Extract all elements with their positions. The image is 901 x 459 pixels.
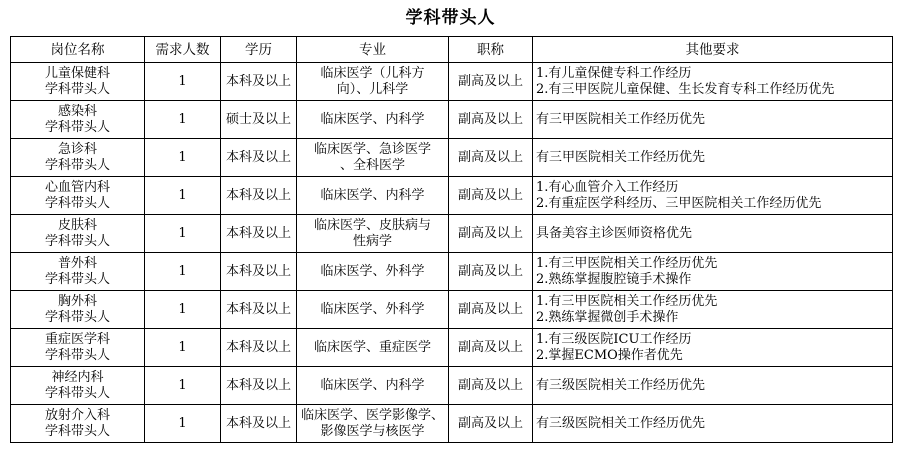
cell-major-line: 临床医学、外科学 <box>320 263 425 279</box>
cell-position-line: 儿童保健科 <box>44 65 110 81</box>
cell-other <box>533 177 893 215</box>
cell-education: 本科及以上 <box>221 139 297 177</box>
cell-other <box>533 139 893 177</box>
cell-position-line: 心血管内科 <box>44 179 110 195</box>
page-title: 学科带头人 <box>405 8 496 28</box>
cell-education: 本科及以上 <box>221 405 297 443</box>
cell-count: 1 <box>145 215 221 253</box>
cell-other <box>533 405 893 443</box>
cell-other <box>533 367 893 405</box>
table-row <box>11 291 893 329</box>
cell-position-line: 皮肤科 <box>57 217 97 233</box>
cell-rank: 副高及以上 <box>449 329 533 367</box>
cell-other-line: 2.有三甲医院儿童保健、生长发育专科工作经历优先 <box>536 81 835 97</box>
header-rank: 职称 <box>449 37 533 63</box>
header-count: 需求人数 <box>145 37 221 63</box>
cell-rank: 副高及以上 <box>449 63 533 101</box>
cell-count: 1 <box>145 405 221 443</box>
cell-position <box>11 63 145 101</box>
cell-count: 1 <box>145 101 221 139</box>
header-education: 学历 <box>221 37 297 63</box>
cell-major <box>297 367 449 405</box>
cell-position-line: 学科带头人 <box>44 385 110 401</box>
cell-count: 1 <box>145 253 221 291</box>
cell-other-line: 2.熟练掌握微创手术操作 <box>536 309 679 325</box>
cell-other <box>533 215 893 253</box>
cell-major-line: 临床医学、医学影像学、 <box>300 407 444 423</box>
cell-education: 本科及以上 <box>221 177 297 215</box>
cell-position <box>11 405 145 443</box>
cell-other-line: 1.有三甲医院相关工作经历优先 <box>536 293 718 309</box>
cell-rank: 副高及以上 <box>449 405 533 443</box>
cell-position-line: 放射介入科 <box>44 407 110 423</box>
header-row <box>11 37 893 63</box>
cell-education: 本科及以上 <box>221 367 297 405</box>
cell-position <box>11 367 145 405</box>
cell-other-line: 1.有三级医院ICU工作经历 <box>536 331 692 347</box>
cell-other <box>533 329 893 367</box>
cell-education: 本科及以上 <box>221 215 297 253</box>
cell-other-line: 有三甲医院相关工作经历优先 <box>536 149 706 165</box>
cell-other-line: 有三级医院相关工作经历优先 <box>536 415 706 431</box>
cell-major-line: 临床医学、内科学 <box>320 377 425 393</box>
cell-other-line: 2.有重症医学科经历、三甲医院相关工作经历优先 <box>536 195 822 211</box>
cell-major-line: 临床医学、皮肤病与 <box>313 217 431 233</box>
cell-major <box>297 253 449 291</box>
cell-count: 1 <box>145 291 221 329</box>
cell-major <box>297 101 449 139</box>
cell-education: 本科及以上 <box>221 63 297 101</box>
cell-count: 1 <box>145 177 221 215</box>
cell-position <box>11 139 145 177</box>
cell-rank: 副高及以上 <box>449 253 533 291</box>
header-other: 其他要求 <box>533 37 893 63</box>
cell-position <box>11 101 145 139</box>
cell-position <box>11 329 145 367</box>
cell-major-line: 临床医学、外科学 <box>320 301 425 317</box>
cell-position-line: 学科带头人 <box>44 233 110 249</box>
cell-major <box>297 63 449 101</box>
table-row <box>11 329 893 367</box>
cell-rank: 副高及以上 <box>449 101 533 139</box>
cell-major-line: 临床医学、重症医学 <box>313 339 431 355</box>
cell-major <box>297 291 449 329</box>
cell-major <box>297 215 449 253</box>
cell-position-line: 感染科 <box>57 103 97 119</box>
cell-count: 1 <box>145 63 221 101</box>
cell-education: 硕士及以上 <box>221 101 297 139</box>
cell-education: 本科及以上 <box>221 291 297 329</box>
cell-position <box>11 291 145 329</box>
table-row <box>11 367 893 405</box>
cell-rank: 副高及以上 <box>449 177 533 215</box>
cell-major <box>297 139 449 177</box>
cell-other <box>533 101 893 139</box>
cell-position-line: 学科带头人 <box>44 119 110 135</box>
cell-major-line: 性病学 <box>352 233 392 249</box>
cell-other <box>533 63 893 101</box>
cell-other-line: 1.有儿童保健专科工作经历 <box>536 65 692 81</box>
cell-position-line: 学科带头人 <box>44 271 110 287</box>
cell-count: 1 <box>145 329 221 367</box>
cell-major-line: 临床医学、内科学 <box>320 111 425 127</box>
cell-position <box>11 253 145 291</box>
cell-position-line: 学科带头人 <box>44 81 110 97</box>
cell-major-line: 临床医学、内科学 <box>320 187 425 203</box>
cell-rank: 副高及以上 <box>449 367 533 405</box>
table-row <box>11 177 893 215</box>
cell-position-line: 学科带头人 <box>44 309 110 325</box>
cell-major-line: 影像医学与核医学 <box>320 423 425 439</box>
cell-other-line: 1.有心血管介入工作经历 <box>536 179 679 195</box>
cell-rank: 副高及以上 <box>449 139 533 177</box>
cell-count: 1 <box>145 139 221 177</box>
cell-major-line: 、全科医学 <box>339 157 405 173</box>
table-row <box>11 101 893 139</box>
cell-other-line: 1.有三甲医院相关工作经历优先 <box>536 255 718 271</box>
table-row <box>11 253 893 291</box>
cell-other <box>533 291 893 329</box>
cell-other-line: 有三甲医院相关工作经历优先 <box>536 111 706 127</box>
cell-other-line: 具备美容主诊医师资格优先 <box>536 225 693 241</box>
cell-position-line: 学科带头人 <box>44 157 110 173</box>
cell-major <box>297 177 449 215</box>
cell-rank: 副高及以上 <box>449 291 533 329</box>
cell-position-line: 重症医学科 <box>44 331 110 347</box>
cell-major-line: 向）、儿科学 <box>336 81 409 97</box>
cell-major <box>297 329 449 367</box>
table-row <box>11 63 893 101</box>
cell-position-line: 学科带头人 <box>44 195 110 211</box>
header-major: 专业 <box>297 37 449 63</box>
cell-position-line: 普外科 <box>57 255 97 271</box>
table-header <box>11 37 893 63</box>
cell-other-line: 2.熟练掌握腹腔镜手术操作 <box>536 271 692 287</box>
cell-major <box>297 405 449 443</box>
cell-position-line: 学科带头人 <box>44 423 110 439</box>
table-row <box>11 139 893 177</box>
cell-major-line: 临床医学（儿科方 <box>320 65 425 81</box>
cell-position-line: 神经内科 <box>51 369 104 385</box>
table-row <box>11 215 893 253</box>
cell-count: 1 <box>145 367 221 405</box>
cell-position-line: 学科带头人 <box>44 347 110 363</box>
cell-education: 本科及以上 <box>221 329 297 367</box>
cell-position-line: 急诊科 <box>57 141 97 157</box>
cell-major-line: 临床医学、急诊医学 <box>313 141 431 157</box>
table-body <box>11 63 893 443</box>
header-position: 岗位名称 <box>11 37 145 63</box>
table-row <box>11 405 893 443</box>
requirements-table <box>10 36 893 443</box>
cell-position-line: 胸外科 <box>57 293 97 309</box>
cell-other <box>533 253 893 291</box>
cell-education: 本科及以上 <box>221 253 297 291</box>
cell-position <box>11 177 145 215</box>
cell-other-line: 2.掌握ECMO操作者优先 <box>536 347 683 363</box>
cell-other-line: 有三级医院相关工作经历优先 <box>536 377 706 393</box>
cell-position <box>11 215 145 253</box>
cell-rank: 副高及以上 <box>449 215 533 253</box>
